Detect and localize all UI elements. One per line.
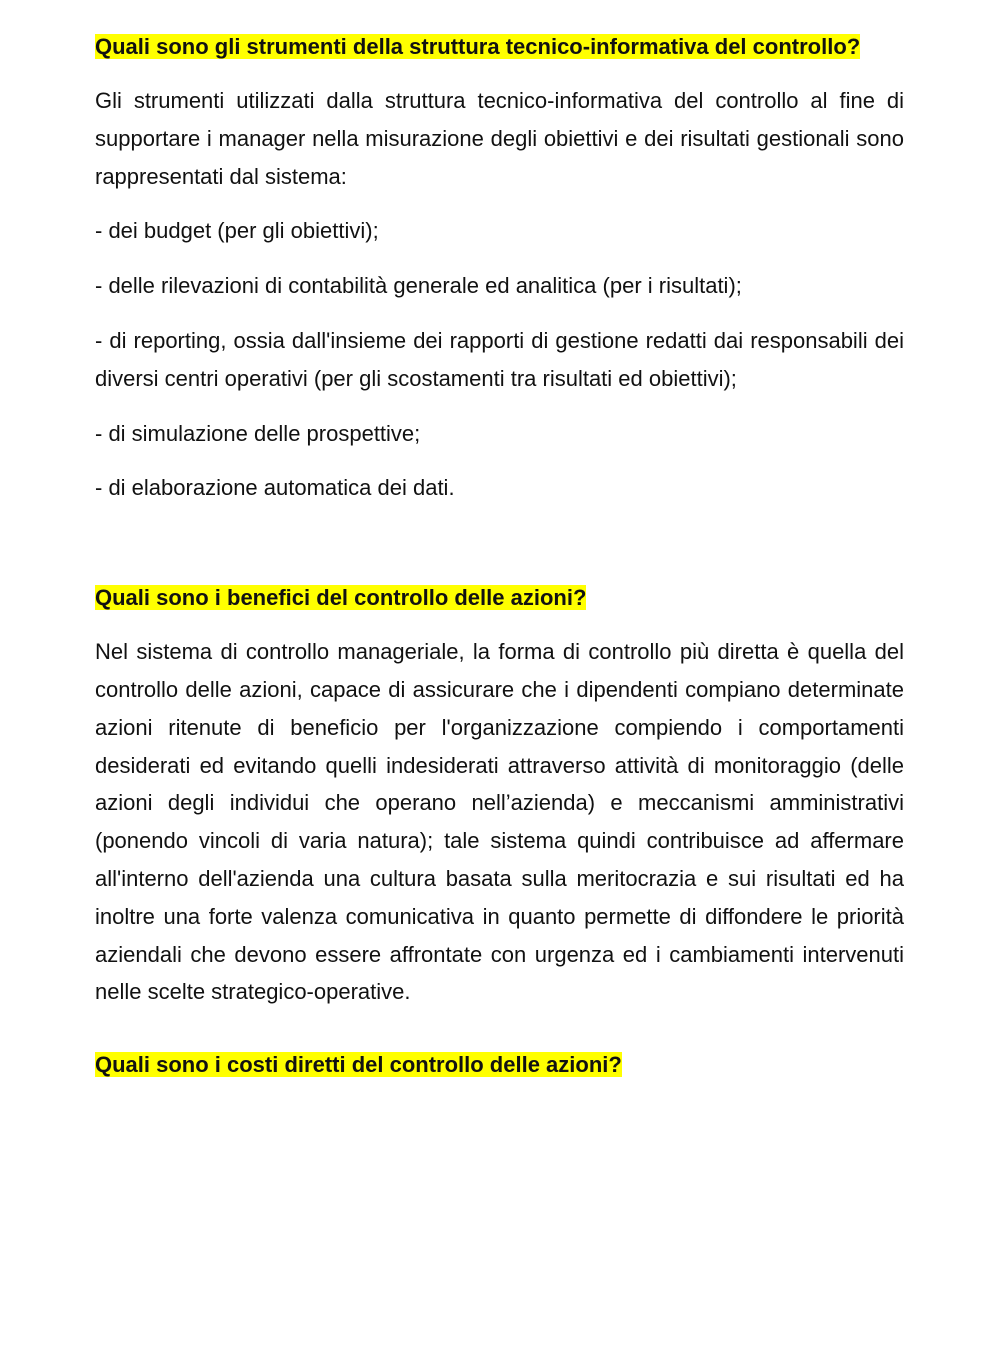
paragraph-benefici: Nel sistema di controllo manageriale, la forma di controllo più diretta è quella del controllo delle azioni, capace di assicurare che i dipendenti compiano determinate azioni ritenute di beneficio per l'organizzazione compiendo i comportamenti desiderati ed evitando quelli indesiderati attraverso attività di monitoraggio (delle azioni degli individui che operano nell’azienda) e meccanismi amministrativi (ponendo vincoli di varia natura); tale sistema quindi contribuisce ad affermare all'interno dell'azienda una cultura basata sulla meritocrazia e sui risultati ed ha inoltre una forte valenza comunicativa in quanto permette di diffondere le priorità aziendali che devono essere affrontate con urgenza ed i cambiamenti intervenuti nelle scelte strategico-operative. <box>95 639 904 1005</box>
question-heading-costi: Quali sono i costi diretti del controllo delle azioni? <box>95 1052 622 1078</box>
list-item-elaborazione: - di elaborazione automatica dei dati. <box>95 475 455 501</box>
document-page <box>95 28 904 1083</box>
list-item-simulazione: - di simulazione delle prospettive; <box>95 420 421 446</box>
paragraph-strumenti-intro: Gli strumenti utilizzati dalla struttura tecnico-informativa del controllo al fine di supportare i manager nella misurazione degli obiettivi e dei risultati gestionali sono rappresentati dal sistema: <box>95 88 904 189</box>
question-heading-benefici: Quali sono i benefici del controllo delle azioni? <box>95 585 587 611</box>
list-item-budget: - dei budget (per gli obiettivi); <box>95 218 379 244</box>
list-item-rilevazioni: - delle rilevazioni di contabilità generale ed analitica (per i risultati); <box>95 273 742 299</box>
list-item-reporting: - di reporting, ossia dall'insieme dei rapporti di gestione redatti dai responsabili dei diversi centri operativi (per gli scostamenti tra risultati ed obiettivi); <box>95 327 904 391</box>
question-heading-strumenti: Quali sono gli strumenti della struttura tecnico-informativa del controllo? <box>95 34 861 59</box>
